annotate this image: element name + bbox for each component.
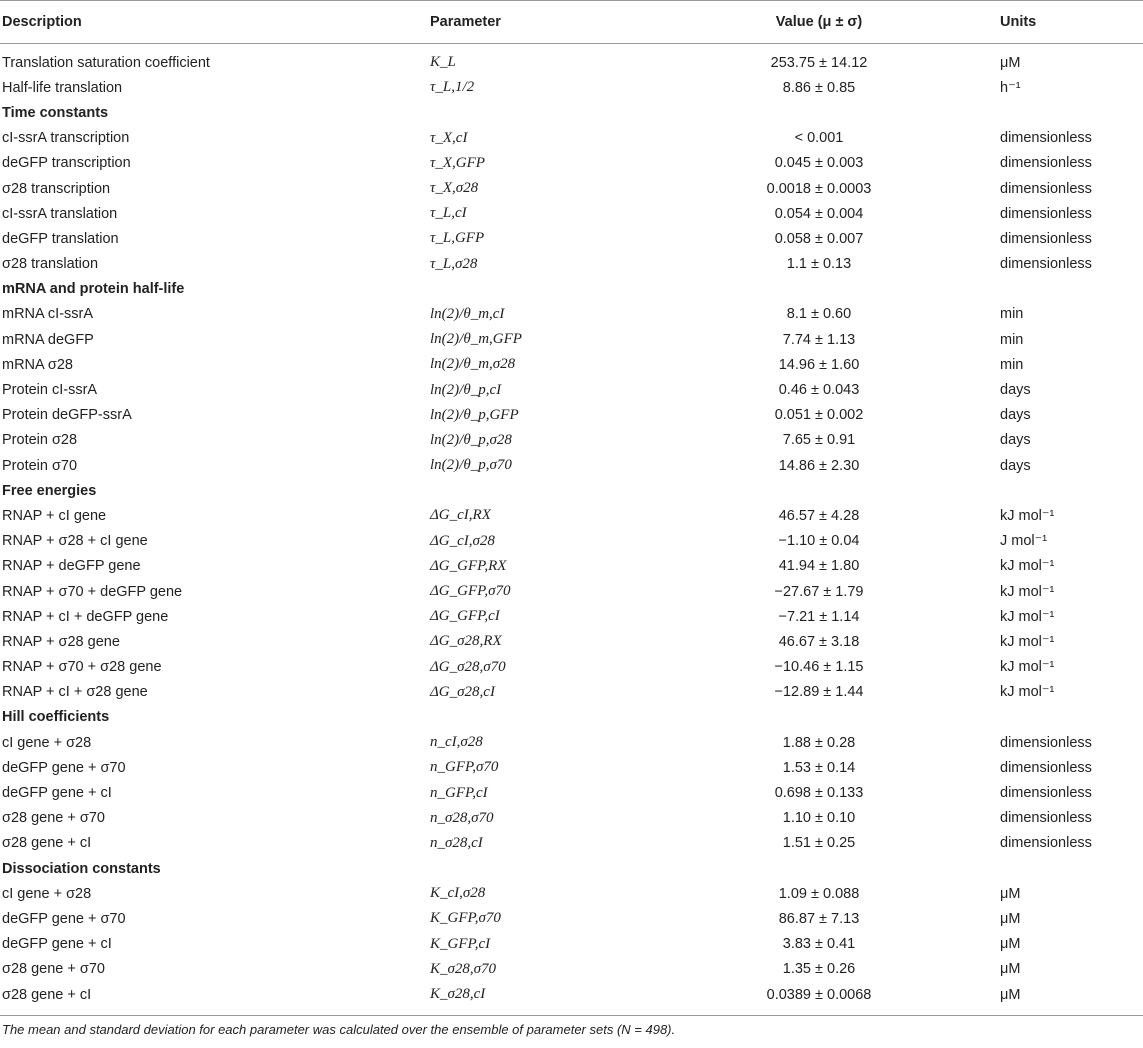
description-cell: σ28 gene + σ70 bbox=[2, 961, 105, 978]
description-cell: deGFP gene + cI bbox=[2, 936, 112, 953]
parameter-cell: K_GFP,cI bbox=[430, 935, 491, 952]
header-units: Units bbox=[998, 1, 1143, 44]
description-cell: σ28 translation bbox=[2, 256, 99, 273]
value-cell: 46.67 ± 3.18 bbox=[778, 633, 860, 650]
parameter-cell: ln(2)/θ_p,σ70 bbox=[430, 457, 512, 474]
description-cell: RNAP + σ28 + cI gene bbox=[2, 533, 148, 550]
table-row bbox=[0, 655, 1143, 680]
units-cell: dimensionless bbox=[1000, 130, 1092, 147]
value-cell: 46.57 ± 4.28 bbox=[778, 507, 860, 524]
units-cell: dimensionless bbox=[1000, 810, 1092, 827]
value-cell: 1.53 ± 0.14 bbox=[782, 759, 856, 776]
units-cell: days bbox=[1000, 457, 1031, 474]
table-row bbox=[0, 126, 1143, 151]
description-cell: σ28 gene + cI bbox=[0, 982, 428, 1016]
description-cell: σ28 gene + σ70 bbox=[2, 810, 105, 827]
units-cell: kJ mol⁻¹ bbox=[1000, 608, 1055, 625]
section-heading: Time constants bbox=[2, 104, 109, 121]
section-row bbox=[0, 277, 1143, 302]
parameter-cell: τ_X,cI bbox=[430, 129, 468, 146]
units-cell: dimensionless bbox=[1000, 230, 1092, 247]
value-cell: 7.74 ± 1.13 bbox=[782, 331, 856, 348]
description-cell: Translation saturation coefficient bbox=[2, 54, 210, 71]
value-cell: 14.86 ± 2.30 bbox=[778, 457, 860, 474]
value-cell: −12.89 ± 1.44 bbox=[774, 684, 864, 701]
value-cell: 1.88 ± 0.28 bbox=[782, 734, 856, 751]
units-cell: min bbox=[1000, 356, 1024, 373]
description-cell: cI-ssrA translation bbox=[2, 205, 118, 222]
units-cell: kJ mol⁻¹ bbox=[1000, 684, 1055, 701]
value-cell: 8.86 ± 0.85 bbox=[782, 79, 856, 96]
value-cell: −7.21 ± 1.14 bbox=[778, 608, 860, 625]
description-cell: σ28 gene + cI bbox=[2, 835, 92, 852]
description-cell: cI gene + σ28 bbox=[2, 885, 92, 902]
description-cell: Protein cI-ssrA bbox=[2, 382, 98, 399]
parameter-cell: ln(2)/θ_p,GFP bbox=[430, 406, 519, 423]
units-cell: days bbox=[1000, 382, 1031, 399]
parameter-cell: ln(2)/θ_p,σ28 bbox=[430, 431, 512, 448]
parameter-cell: n_GFP,σ70 bbox=[430, 759, 499, 776]
units-cell: μM bbox=[1000, 910, 1021, 927]
table-row bbox=[0, 730, 1143, 755]
value-cell: −10.46 ± 1.15 bbox=[774, 659, 864, 676]
parameter-cell: τ_L,GFP bbox=[430, 230, 485, 247]
description-cell: cI gene + σ28 bbox=[2, 734, 92, 751]
table-row bbox=[0, 629, 1143, 654]
description-cell: RNAP + cI + deGFP gene bbox=[2, 608, 169, 625]
table-header bbox=[0, 1, 1143, 44]
description-cell: σ28 transcription bbox=[2, 180, 111, 197]
table-body bbox=[0, 44, 1143, 1016]
value-cell: 0.058 ± 0.007 bbox=[774, 230, 864, 247]
description-cell: mRNA deGFP bbox=[2, 331, 94, 348]
parameter-cell: τ_X,σ28 bbox=[430, 180, 479, 197]
table-row bbox=[0, 428, 1143, 453]
table-row bbox=[0, 226, 1143, 251]
value-cell: 1.35 ± 0.26 bbox=[782, 961, 856, 978]
parameter-cell: τ_L,σ28 bbox=[430, 255, 478, 272]
description-cell: deGFP transcription bbox=[2, 155, 131, 172]
units-cell: dimensionless bbox=[1000, 180, 1092, 197]
units-cell: h⁻¹ bbox=[1000, 79, 1021, 96]
description-cell: Protein deGFP-ssrA bbox=[2, 407, 132, 424]
parameter-cell: ΔG_σ28,RX bbox=[430, 633, 502, 650]
value-cell: 3.83 ± 0.41 bbox=[782, 936, 856, 953]
parameter-cell: ln(2)/θ_p,cI bbox=[430, 381, 502, 398]
table-row bbox=[0, 579, 1143, 604]
units-cell: dimensionless bbox=[1000, 205, 1092, 222]
table-row bbox=[0, 881, 1143, 906]
parameter-cell: τ_L,1/2 bbox=[430, 79, 475, 96]
table-row bbox=[0, 44, 1143, 76]
value-cell: 1.10 ± 0.10 bbox=[782, 810, 856, 827]
value-cell: 253.75 ± 14.12 bbox=[770, 54, 868, 71]
table-row bbox=[0, 352, 1143, 377]
parameter-cell: K_σ28,σ70 bbox=[430, 960, 497, 977]
units-cell: days bbox=[1000, 407, 1031, 424]
header-parameter: Parameter bbox=[428, 1, 638, 44]
units-cell: days bbox=[1000, 432, 1031, 449]
description-cell: Protein σ70 bbox=[2, 457, 78, 474]
value-cell: −27.67 ± 1.79 bbox=[774, 583, 864, 600]
parameter-cell: ln(2)/θ_m,GFP bbox=[430, 331, 522, 348]
value-cell: 86.87 ± 7.13 bbox=[778, 910, 860, 927]
value-cell: < 0.001 bbox=[794, 130, 844, 147]
description-cell: RNAP + cI + σ28 gene bbox=[2, 684, 148, 701]
units-cell: J mol⁻¹ bbox=[1000, 533, 1048, 550]
parameter-cell: ΔG_cI,σ28 bbox=[430, 532, 495, 549]
value-cell: 14.96 ± 1.60 bbox=[778, 356, 860, 373]
description-cell: deGFP gene + σ70 bbox=[2, 759, 126, 776]
table-row bbox=[0, 831, 1143, 856]
parameter-cell: n_σ28,σ70 bbox=[430, 809, 494, 826]
units-cell: kJ mol⁻¹ bbox=[1000, 558, 1055, 575]
value-cell: 0.0018 ± 0.0003 bbox=[766, 180, 872, 197]
parameter-cell: τ_L,cI bbox=[430, 205, 467, 222]
table-row bbox=[0, 327, 1143, 352]
parameter-cell: ΔG_GFP,cI bbox=[430, 608, 500, 625]
table-row bbox=[0, 453, 1143, 478]
value-cell: 0.054 ± 0.004 bbox=[774, 205, 864, 222]
table-row bbox=[0, 780, 1143, 805]
parameter-cell: ln(2)/θ_m,σ28 bbox=[430, 356, 516, 373]
parameter-cell: K_GFP,σ70 bbox=[430, 910, 501, 927]
value-cell: 41.94 ± 1.80 bbox=[778, 558, 860, 575]
parameter-cell: ΔG_GFP,RX bbox=[430, 557, 507, 574]
section-row bbox=[0, 100, 1143, 125]
description-cell: Protein σ28 bbox=[2, 432, 78, 449]
table-row bbox=[0, 529, 1143, 554]
description-cell: cI-ssrA transcription bbox=[2, 130, 130, 147]
section-heading: mRNA and protein half-life bbox=[2, 281, 185, 298]
units-cell: μM bbox=[1000, 961, 1021, 978]
description-cell: RNAP + σ28 gene bbox=[2, 633, 120, 650]
table-row bbox=[0, 806, 1143, 831]
value-cell: 0.051 ± 0.002 bbox=[774, 407, 864, 424]
description-cell: RNAP + σ70 + deGFP gene bbox=[2, 583, 183, 600]
units-cell: dimensionless bbox=[1000, 785, 1092, 802]
section-row bbox=[0, 856, 1143, 881]
description-cell: deGFP gene + cI bbox=[2, 785, 112, 802]
table-row bbox=[0, 75, 1143, 100]
table-row bbox=[0, 151, 1143, 176]
table-row bbox=[0, 252, 1143, 277]
parameter-cell: n_cI,σ28 bbox=[430, 734, 483, 751]
table-row bbox=[0, 377, 1143, 402]
units-cell: dimensionless bbox=[1000, 155, 1092, 172]
table-row bbox=[0, 302, 1143, 327]
description-cell: deGFP translation bbox=[2, 230, 119, 247]
header-row bbox=[0, 1, 1143, 44]
parameter-cell: ΔG_σ28,σ70 bbox=[430, 658, 506, 675]
parameter-cell: ΔG_cI,RX bbox=[430, 507, 491, 524]
value-cell: 1.09 ± 0.088 bbox=[778, 885, 860, 902]
header-description: Description bbox=[0, 1, 428, 44]
value-cell: 1.51 ± 0.25 bbox=[782, 835, 856, 852]
value-cell: 1.1 ± 0.13 bbox=[786, 256, 852, 273]
section-heading: Dissociation constants bbox=[2, 860, 161, 877]
value-cell: 8.1 ± 0.60 bbox=[786, 306, 852, 323]
description-cell: mRNA cI-ssrA bbox=[2, 306, 94, 323]
units-cell: μM bbox=[1000, 936, 1021, 953]
section-heading: Hill coefficients bbox=[2, 709, 110, 726]
header-value: Value (μ ± σ) bbox=[638, 1, 998, 44]
section-row bbox=[0, 478, 1143, 503]
units-cell: min bbox=[1000, 306, 1024, 323]
units-cell: dimensionless bbox=[1000, 256, 1092, 273]
units-cell: μM bbox=[1000, 54, 1021, 71]
description-cell: Half-life translation bbox=[2, 79, 123, 96]
table-row bbox=[0, 680, 1143, 705]
parameter-cell: K_cI,σ28 bbox=[430, 885, 486, 902]
parameter-cell: τ_X,GFP bbox=[430, 154, 485, 171]
value-cell: 0.0389 ± 0.0068 bbox=[638, 982, 998, 1016]
table-row bbox=[0, 957, 1143, 982]
value-cell: 0.045 ± 0.003 bbox=[774, 155, 864, 172]
table-row bbox=[0, 906, 1143, 931]
table-row bbox=[0, 201, 1143, 226]
table-row bbox=[0, 503, 1143, 528]
parameter-cell: ln(2)/θ_m,cI bbox=[430, 305, 505, 322]
section-heading: Free energies bbox=[2, 482, 97, 499]
parameter-cell: K_L bbox=[430, 54, 456, 71]
units-cell: dimensionless bbox=[1000, 835, 1092, 852]
units-cell: kJ mol⁻¹ bbox=[1000, 633, 1055, 650]
parameter-cell: ΔG_GFP,σ70 bbox=[430, 583, 511, 600]
table-row bbox=[0, 403, 1143, 428]
description-cell: RNAP + deGFP gene bbox=[2, 558, 141, 575]
units-cell: min bbox=[1000, 331, 1024, 348]
units-cell: kJ mol⁻¹ bbox=[1000, 583, 1055, 600]
section-row bbox=[0, 705, 1143, 730]
description-cell: deGFP gene + σ70 bbox=[2, 910, 126, 927]
units-cell: μM bbox=[1000, 885, 1021, 902]
table-row bbox=[0, 982, 1143, 1016]
value-cell: 0.46 ± 0.043 bbox=[778, 382, 860, 399]
value-cell: −1.10 ± 0.04 bbox=[778, 533, 860, 550]
parameter-cell: ΔG_σ28,cI bbox=[430, 683, 495, 700]
description-cell: mRNA σ28 bbox=[2, 356, 73, 373]
parameter-cell: n_σ28,cI bbox=[430, 834, 483, 851]
table-row bbox=[0, 755, 1143, 780]
description-cell: RNAP + σ70 + σ28 gene bbox=[2, 659, 162, 676]
table-row bbox=[0, 932, 1143, 957]
table-row bbox=[0, 604, 1143, 629]
units-cell: dimensionless bbox=[1000, 759, 1092, 776]
parameter-cell: K_σ28,cI bbox=[428, 982, 638, 1016]
units-cell: kJ mol⁻¹ bbox=[1000, 659, 1055, 676]
description-cell: RNAP + cI gene bbox=[2, 507, 107, 524]
table-footnote: The mean and standard deviation for each parameter was calculated over the ensemble of parameter sets (N = 498). bbox=[2, 1022, 676, 1038]
units-cell: kJ mol⁻¹ bbox=[1000, 507, 1055, 524]
table-row bbox=[0, 176, 1143, 201]
table-row bbox=[0, 554, 1143, 579]
units-cell: dimensionless bbox=[1000, 734, 1092, 751]
value-cell: 0.698 ± 0.133 bbox=[774, 785, 864, 802]
units-cell: μM bbox=[998, 982, 1143, 1016]
parameter-cell: n_GFP,cI bbox=[430, 784, 488, 801]
value-cell: 7.65 ± 0.91 bbox=[782, 432, 856, 449]
